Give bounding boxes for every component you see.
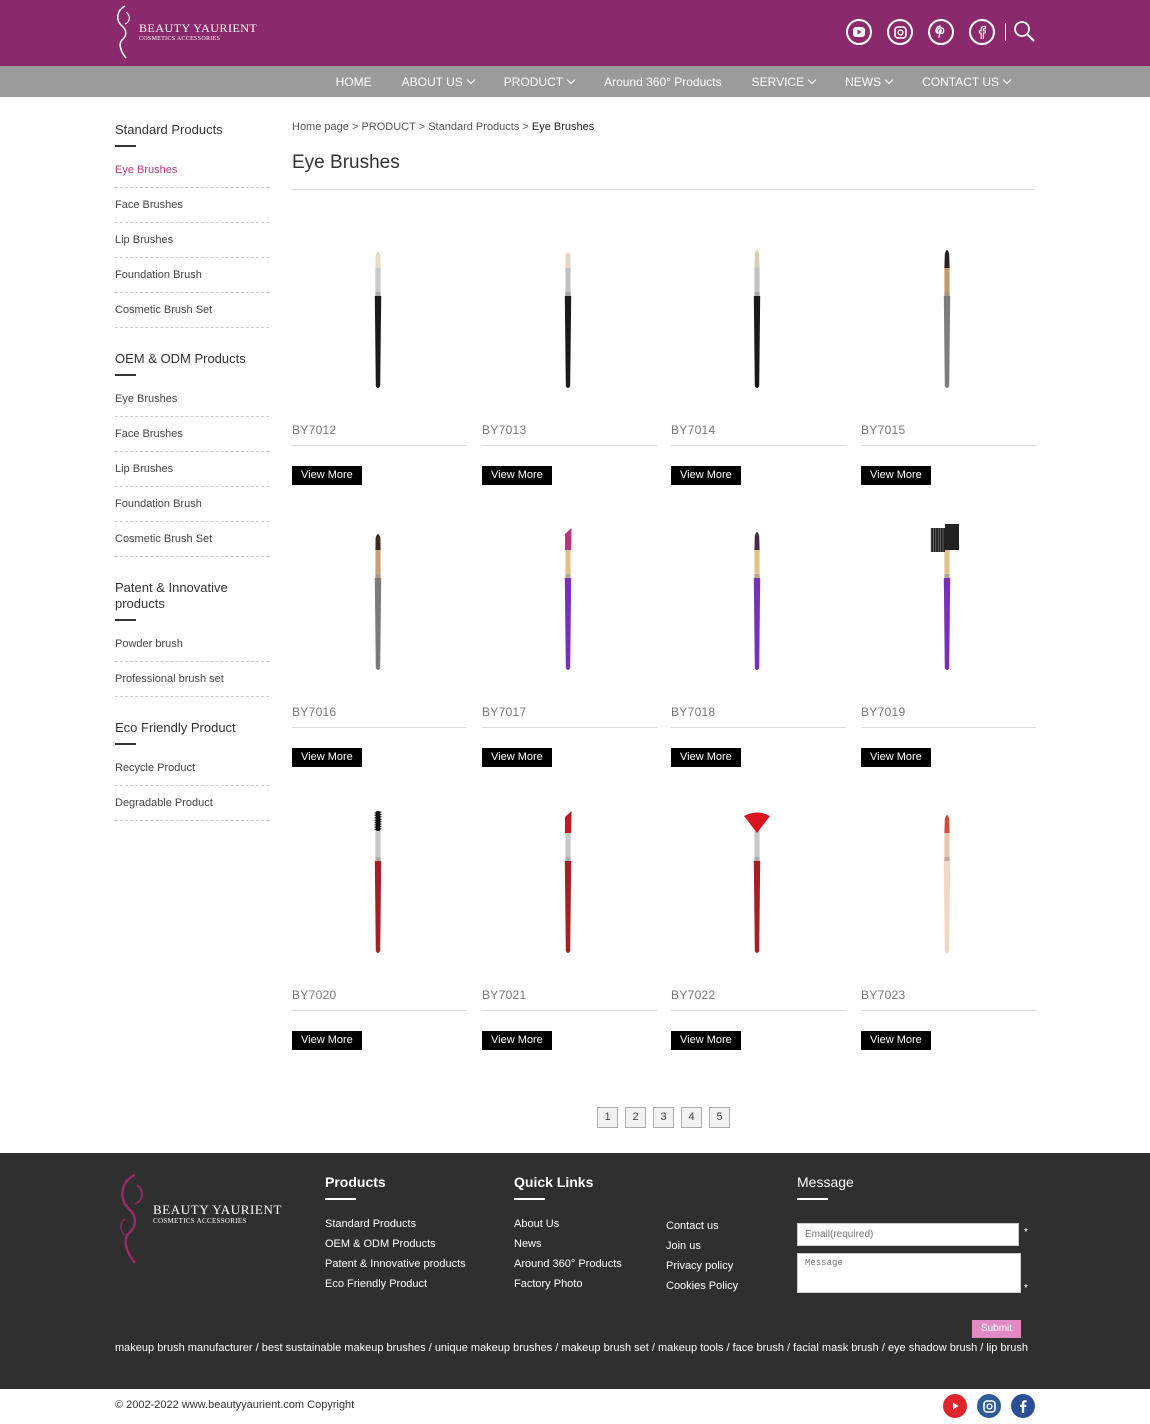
footer-link-oem-odm-products[interactable]: OEM & ODM Products xyxy=(325,1238,436,1250)
footer-message-title: Message xyxy=(797,1174,854,1190)
brush-bristles xyxy=(565,811,572,833)
sidebar-group-title[interactable]: OEM & ODM Products xyxy=(115,351,246,366)
product-divider xyxy=(861,1010,1036,1011)
product-divider xyxy=(292,1010,467,1011)
brush-ferrule xyxy=(565,831,570,861)
nav-item-label: SERVICE xyxy=(751,74,805,89)
logo-mark-icon xyxy=(113,4,135,60)
view-more-button[interactable]: View More xyxy=(482,748,552,767)
footer-title-underline xyxy=(797,1198,828,1200)
product-image[interactable] xyxy=(671,512,846,692)
ferrule-crimp xyxy=(944,857,949,861)
brush-ferrule xyxy=(944,548,949,578)
footer xyxy=(0,1153,1150,1389)
page-button-4[interactable]: 4 xyxy=(681,1107,702,1128)
footer-logo-mark-icon xyxy=(115,1171,151,1267)
ferrule-crimp xyxy=(375,574,380,578)
product-code[interactable]: BY7012 xyxy=(292,423,337,437)
sidebar-group-title[interactable]: Standard Products xyxy=(115,122,223,137)
product-image[interactable] xyxy=(482,230,657,410)
footer-link-news[interactable]: News xyxy=(514,1238,542,1250)
brush-handle xyxy=(565,578,571,670)
main-nav-bar xyxy=(0,66,1150,97)
keyword-link[interactable]: makeup brush set xyxy=(561,1342,649,1354)
product-card xyxy=(861,795,1036,1055)
view-more-button[interactable]: View More xyxy=(671,1031,741,1050)
ferrule-crimp xyxy=(754,857,759,861)
brush-handle xyxy=(944,296,950,388)
product-card xyxy=(292,230,467,490)
product-image-wrap[interactable] xyxy=(482,512,657,692)
brush-bristles xyxy=(945,524,959,550)
submit-button[interactable]: Submit xyxy=(972,1320,1021,1338)
sidebar-item-cosmetic-brush-set[interactable]: Cosmetic Brush Set xyxy=(115,293,269,328)
breadcrumb-product[interactable]: PRODUCT xyxy=(361,121,416,133)
product-card xyxy=(671,795,846,1055)
footer-logo[interactable] xyxy=(115,1171,282,1267)
brush-bristles xyxy=(376,811,381,831)
product-card xyxy=(482,512,657,772)
nav-item-about-us[interactable] xyxy=(387,66,489,97)
sidebar-group-title[interactable]: Patent & Innovative products xyxy=(115,580,228,611)
footer-quicklinks-column xyxy=(514,1173,622,1294)
sidebar-group xyxy=(115,576,269,697)
ferrule-crimp xyxy=(565,857,570,861)
keyword-separator: / xyxy=(648,1342,659,1354)
product-divider xyxy=(861,727,1036,728)
keyword-separator: / xyxy=(784,1342,794,1354)
ferrule-crimp xyxy=(375,857,380,861)
product-code[interactable]: BY7013 xyxy=(482,423,527,437)
brush-handle xyxy=(754,861,760,953)
footer-products-column xyxy=(325,1173,466,1294)
pagination xyxy=(597,1107,737,1128)
chevron-down-icon xyxy=(567,75,575,83)
nav-item-label: ABOUT US xyxy=(401,74,463,89)
footer-brand-name: BEAUTY YAURIENT xyxy=(153,1201,282,1217)
nav-item-label: HOME xyxy=(335,74,372,89)
product-image[interactable] xyxy=(482,512,657,692)
product-divider xyxy=(671,727,846,728)
product-code[interactable]: BY7022 xyxy=(671,988,716,1002)
keyword-separator: / xyxy=(878,1342,888,1354)
product-code[interactable]: BY7020 xyxy=(292,988,337,1002)
sidebar-item-degradable-product[interactable]: Degradable Product xyxy=(115,786,269,821)
footer-link-patent-innovative-products[interactable]: Patent & Innovative products xyxy=(325,1258,466,1270)
brand-name: BEAUTY YAURIENT xyxy=(139,20,258,35)
sidebar-item-lip-brushes[interactable]: Lip Brushes xyxy=(115,223,269,258)
brush-handle xyxy=(565,861,571,953)
breadcrumb-home[interactable]: Home page xyxy=(292,121,349,133)
view-more-button[interactable]: View More xyxy=(671,748,741,767)
product-image[interactable] xyxy=(292,230,467,410)
keyword-link[interactable]: eye shadow brush xyxy=(887,1342,978,1354)
product-card xyxy=(482,795,657,1055)
sidebar-item-lip-brushes[interactable]: Lip Brushes xyxy=(115,452,269,487)
product-image[interactable] xyxy=(861,795,1036,975)
product-code[interactable]: BY7014 xyxy=(671,423,716,437)
nav-item-news[interactable] xyxy=(830,66,907,97)
product-image-wrap[interactable] xyxy=(671,795,846,975)
page-button-5[interactable]: 5 xyxy=(709,1107,730,1128)
keyword-link[interactable]: makeup brush manufacturer xyxy=(115,1342,253,1354)
chevron-down-icon xyxy=(808,75,816,83)
keyword-separator: / xyxy=(723,1342,733,1354)
product-divider xyxy=(292,727,467,728)
footer-link-join-us[interactable]: Join us xyxy=(666,1240,701,1252)
product-divider xyxy=(292,445,467,446)
brush-handle xyxy=(944,861,950,953)
breadcrumb-separator: > xyxy=(418,121,426,133)
breadcrumb-separator: > xyxy=(351,121,359,133)
footer-quicklinks-column-2 xyxy=(666,1216,738,1296)
brush-handle xyxy=(375,861,381,953)
footer-brand-tagline: COSMETICS ACCESSORIES xyxy=(153,1216,247,1225)
brush-handle xyxy=(375,578,381,670)
footer-link-eco-friendly-product[interactable]: Eco Friendly Product xyxy=(325,1278,428,1290)
product-code[interactable]: BY7018 xyxy=(671,705,716,719)
breadcrumb xyxy=(292,118,1036,136)
product-card xyxy=(671,512,846,772)
keyword-link[interactable]: unique makeup brushes xyxy=(434,1342,553,1354)
sidebar-item-eye-brushes[interactable]: Eye Brushes xyxy=(115,382,269,417)
logo[interactable] xyxy=(113,4,257,60)
keyword-link[interactable]: makeup tools xyxy=(658,1342,724,1354)
product-image-wrap[interactable] xyxy=(292,230,467,410)
youtube-icon[interactable] xyxy=(943,1394,967,1418)
nav-item-label: CONTACT US xyxy=(922,74,999,89)
product-divider xyxy=(861,445,1036,446)
copyright-text: © 2002-2022 www.beautyyaurient.com Copyright xyxy=(115,1399,355,1411)
footer-title-underline xyxy=(325,1198,356,1200)
product-card xyxy=(292,512,467,772)
ferrule-crimp xyxy=(565,574,570,578)
email-field[interactable] xyxy=(797,1223,1019,1246)
breadcrumb-standard-products[interactable]: Standard Products xyxy=(428,121,520,133)
brush-ferrule xyxy=(754,831,759,861)
sidebar-title-underline xyxy=(115,619,136,621)
keyword-link[interactable]: best sustainable makeup brushes xyxy=(261,1342,426,1354)
keyword-link[interactable]: lip brush xyxy=(986,1342,1028,1354)
message-field[interactable] xyxy=(797,1253,1021,1293)
product-code[interactable]: BY7023 xyxy=(861,988,906,1002)
product-code[interactable]: BY7019 xyxy=(861,705,906,719)
search-icon[interactable] xyxy=(1012,20,1036,44)
product-image[interactable] xyxy=(292,795,467,975)
nav-item-label: NEWS xyxy=(845,74,882,89)
footer-link-privacy-policy[interactable]: Privacy policy xyxy=(666,1260,734,1272)
keyword-separator: / xyxy=(977,1342,987,1354)
product-image-wrap[interactable] xyxy=(861,230,1036,410)
sidebar-item-foundation-brush[interactable]: Foundation Brush xyxy=(115,258,269,293)
brush-bristles xyxy=(944,815,949,833)
facebook-icon[interactable] xyxy=(1011,1394,1035,1418)
footer-link-cookies-policy[interactable]: Cookies Policy xyxy=(666,1280,739,1292)
product-code[interactable]: BY7016 xyxy=(292,705,337,719)
keyword-separator: / xyxy=(425,1342,435,1354)
ferrule-crimp xyxy=(754,292,759,296)
brush-ferrule xyxy=(375,266,380,296)
brush-ferrule xyxy=(565,548,570,578)
product-image[interactable] xyxy=(671,230,846,410)
sidebar-title-underline xyxy=(115,743,136,745)
instagram-icon[interactable] xyxy=(977,1394,1001,1418)
sidebar-item-face-brushes[interactable]: Face Brushes xyxy=(115,188,269,223)
footer-products-title: Products xyxy=(325,1174,386,1190)
product-image-wrap[interactable] xyxy=(861,795,1036,975)
product-divider xyxy=(482,445,657,446)
page-button-3[interactable]: 3 xyxy=(653,1107,674,1128)
product-image[interactable] xyxy=(861,230,1036,410)
brush-handle xyxy=(375,296,381,388)
nav-item-label: PRODUCT xyxy=(503,74,564,89)
required-mark: * xyxy=(1024,1227,1028,1238)
chevron-down-icon xyxy=(466,75,474,83)
brush-ferrule xyxy=(565,266,570,296)
sidebar-item-powder-brush[interactable]: Powder brush xyxy=(115,627,269,662)
header-bar xyxy=(0,0,1150,66)
product-image-wrap[interactable] xyxy=(861,512,1036,692)
sidebar-title-underline xyxy=(115,145,136,147)
ferrule-crimp xyxy=(375,292,380,296)
nav-item-product[interactable] xyxy=(489,66,589,97)
footer-link-factory-photo[interactable]: Factory Photo xyxy=(514,1278,583,1290)
sidebar-item-face-brushes[interactable]: Face Brushes xyxy=(115,417,269,452)
product-image-wrap[interactable] xyxy=(482,230,657,410)
nav-item-label: Around 360° Products xyxy=(604,74,722,89)
brush-handle xyxy=(754,578,760,670)
sidebar-item-recycle-product[interactable]: Recycle Product xyxy=(115,751,269,786)
brush-ferrule xyxy=(754,266,759,296)
product-divider xyxy=(671,445,846,446)
product-card xyxy=(861,230,1036,490)
keyword-separator: / xyxy=(252,1342,262,1354)
view-more-button[interactable]: View More xyxy=(482,1031,552,1050)
brush-bristles xyxy=(754,250,759,268)
breadcrumb-current: Eye Brushes xyxy=(531,121,595,133)
product-code[interactable]: BY7015 xyxy=(861,423,906,437)
product-code[interactable]: BY7021 xyxy=(482,988,527,1002)
pinterest-icon[interactable] xyxy=(928,19,954,45)
footer-link-about-us[interactable]: About Us xyxy=(514,1218,560,1230)
footer-link-standard-products[interactable]: Standard Products xyxy=(325,1218,417,1230)
sidebar-title-underline xyxy=(115,374,136,376)
product-card xyxy=(482,230,657,490)
view-more-button[interactable]: View More xyxy=(482,466,552,485)
keyword-link[interactable]: face brush xyxy=(732,1342,784,1354)
view-more-button[interactable]: View More xyxy=(861,466,931,485)
keyword-separator: / xyxy=(552,1342,562,1354)
brush-ferrule xyxy=(375,548,380,578)
product-divider xyxy=(671,1010,846,1011)
brush-bristles xyxy=(754,532,759,550)
nav-item-service[interactable] xyxy=(737,66,830,97)
product-card xyxy=(861,512,1036,772)
facebook-icon[interactable] xyxy=(969,19,995,45)
category-sidebar xyxy=(115,118,269,821)
brush-bristles xyxy=(565,528,572,550)
product-image[interactable] xyxy=(861,512,1036,692)
chevron-down-icon xyxy=(885,75,893,83)
product-image-wrap[interactable] xyxy=(482,795,657,975)
sidebar-item-eye-brushes[interactable]: Eye Brushes xyxy=(115,153,269,188)
sidebar-group xyxy=(115,118,269,328)
product-divider xyxy=(482,727,657,728)
ferrule-crimp xyxy=(565,292,570,296)
view-more-button[interactable]: View More xyxy=(292,1031,362,1050)
brush-ferrule xyxy=(375,831,380,861)
instagram-icon[interactable] xyxy=(887,19,913,45)
sidebar-item-professional-brush-set[interactable]: Professional brush set xyxy=(115,662,269,697)
nav-item-home[interactable] xyxy=(321,66,387,97)
sidebar-item-foundation-brush[interactable]: Foundation Brush xyxy=(115,487,269,522)
brush-ferrule xyxy=(944,266,949,296)
header-divider xyxy=(1005,23,1006,41)
nav-item-around-360-products[interactable] xyxy=(589,66,737,97)
footer-link-around-360-products[interactable]: Around 360° Products xyxy=(514,1258,622,1270)
ferrule-crimp xyxy=(944,292,949,296)
page-button-2[interactable]: 2 xyxy=(625,1107,646,1128)
page-title: Eye Brushes xyxy=(292,152,400,173)
title-divider xyxy=(292,189,1035,190)
brush-ferrule xyxy=(944,831,949,861)
view-more-button[interactable]: View More xyxy=(292,466,362,485)
sidebar-group-title[interactable]: Eco Friendly Product xyxy=(115,720,236,735)
product-image-wrap[interactable] xyxy=(292,795,467,975)
sidebar-group xyxy=(115,347,269,557)
ferrule-crimp xyxy=(754,574,759,578)
brush-handle xyxy=(565,296,571,388)
header-social xyxy=(846,19,1036,45)
footer-quicklinks-title: Quick Links xyxy=(514,1174,594,1190)
product-image-wrap[interactable] xyxy=(292,512,467,692)
brush-bristles xyxy=(944,250,949,268)
brush-bristles xyxy=(375,252,380,268)
product-image[interactable] xyxy=(482,795,657,975)
main-nav xyxy=(321,66,1025,97)
footer-link-contact-us[interactable]: Contact us xyxy=(666,1220,719,1232)
sidebar-item-cosmetic-brush-set[interactable]: Cosmetic Brush Set xyxy=(115,522,269,557)
brush-bristles xyxy=(565,252,570,268)
footer-title-underline xyxy=(514,1198,545,1200)
footer-message-form xyxy=(797,1173,1029,1334)
brush-bristles xyxy=(375,534,380,550)
copyright-bar xyxy=(0,1389,1150,1424)
product-image-wrap[interactable] xyxy=(671,512,846,692)
product-card xyxy=(671,230,846,490)
brush-bristles xyxy=(744,813,770,834)
product-image[interactable] xyxy=(292,512,467,692)
brush-handle xyxy=(944,578,950,670)
ferrule-crimp xyxy=(944,574,949,578)
brush-handle xyxy=(754,296,760,388)
product-image[interactable] xyxy=(671,795,846,975)
product-code[interactable]: BY7017 xyxy=(482,705,527,719)
keyword-link[interactable]: facial mask brush xyxy=(793,1342,879,1354)
view-more-button[interactable]: View More xyxy=(292,748,362,767)
brush-ferrule xyxy=(754,548,759,578)
sidebar-group xyxy=(115,716,269,821)
footer-keywords xyxy=(115,1341,1040,1356)
product-divider xyxy=(482,1010,657,1011)
youtube-icon[interactable] xyxy=(846,19,872,45)
view-more-button[interactable]: View More xyxy=(861,1031,931,1050)
breadcrumb-separator: > xyxy=(522,121,529,133)
view-more-button[interactable]: View More xyxy=(671,466,741,485)
product-image-wrap[interactable] xyxy=(671,230,846,410)
required-mark: * xyxy=(1024,1283,1028,1294)
brand-tagline: COSMETICS ACCESSORIES xyxy=(139,35,221,42)
main-content xyxy=(292,118,1036,190)
product-card xyxy=(292,795,467,1055)
nav-item-contact-us[interactable] xyxy=(907,66,1025,97)
chevron-down-icon xyxy=(1003,75,1011,83)
page-button-1[interactable]: 1 xyxy=(597,1107,618,1128)
view-more-button[interactable]: View More xyxy=(861,748,931,767)
